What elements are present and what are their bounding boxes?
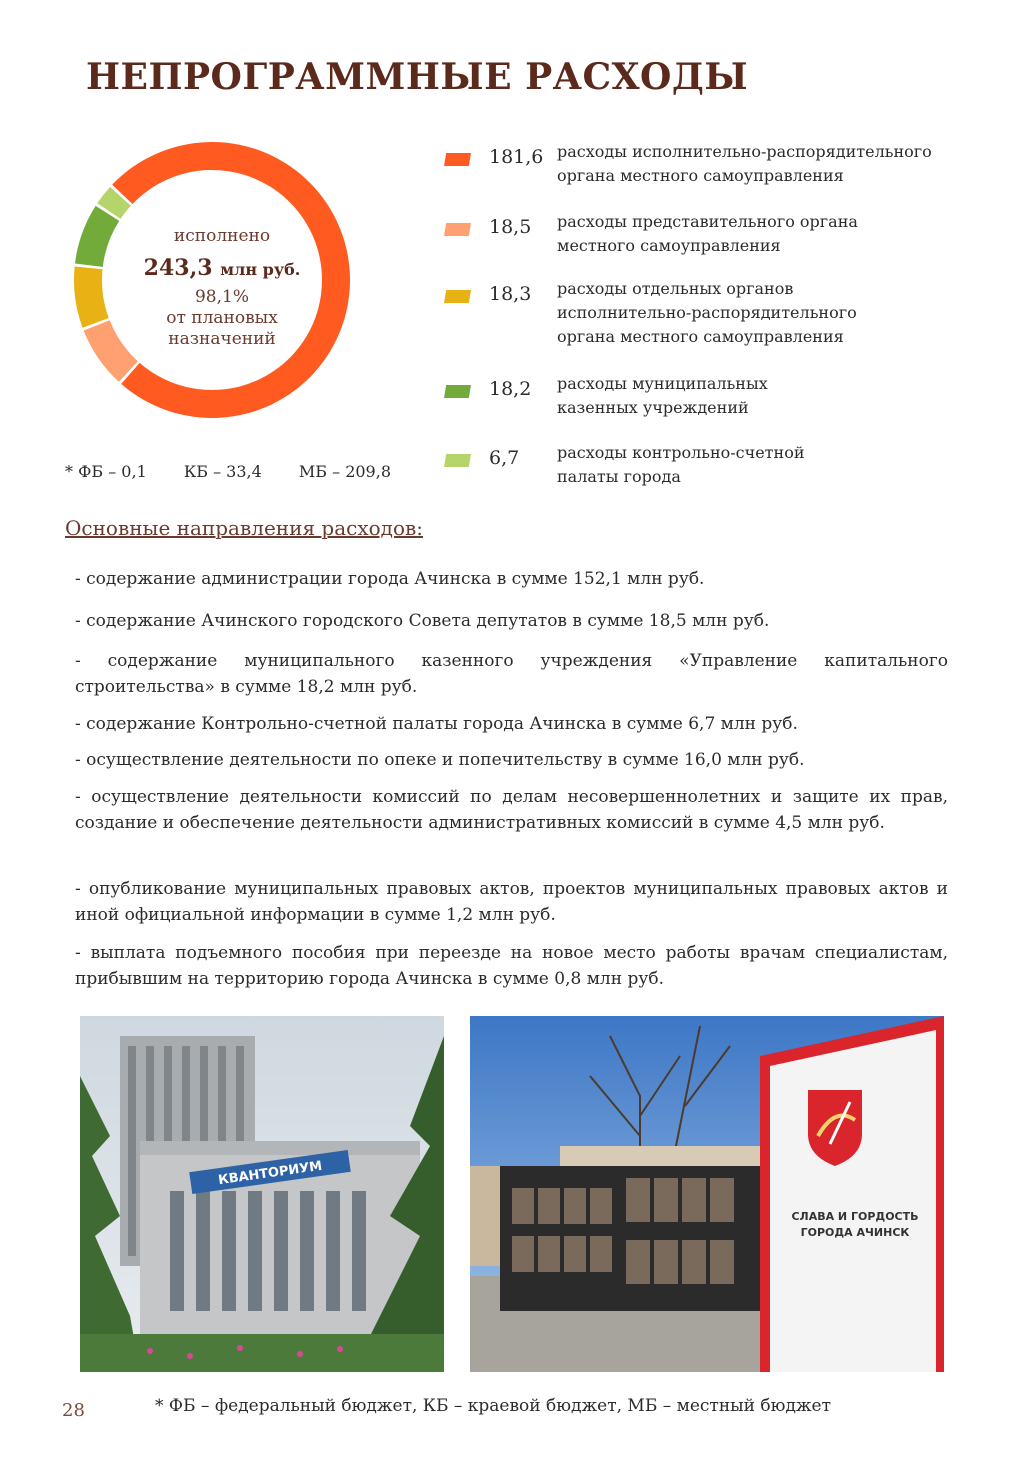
executed-total-unit: млн руб. <box>220 260 301 279</box>
legend-label <box>557 372 967 420</box>
building-photo <box>80 1016 444 1372</box>
legend-label-line: местного самоуправления <box>557 236 781 255</box>
executed-percent-text-1: от плановых <box>166 308 278 328</box>
page-number: 28 <box>62 1400 85 1421</box>
legend-label-line: органа местного самоуправления <box>557 166 844 185</box>
legend-swatch <box>444 290 471 303</box>
legend-swatch <box>444 223 471 236</box>
executed-label: исполнено <box>173 226 271 246</box>
direction-item: - содержание муниципального казенного учреждения «Управление капитального строительства» в сумме 18,2 млн руб. <box>75 651 948 697</box>
honor-board-photo <box>470 1016 944 1372</box>
legend-label-line: казенных учреждений <box>557 398 749 417</box>
legend-label-line: расходы отдельных органов <box>557 279 794 298</box>
budget-fb: * ФБ – 0,1 <box>65 462 147 481</box>
legend-swatch <box>444 454 471 467</box>
legend-label <box>557 277 967 349</box>
legend-value: 181,6 <box>489 146 544 168</box>
executed-total <box>122 253 322 285</box>
legend-swatch <box>444 153 471 166</box>
sign-line-2: ГОРОДА АЧИНСК <box>800 1226 910 1239</box>
donut-center-summary <box>122 226 322 350</box>
legend-label-line: расходы муниципальных <box>557 374 768 393</box>
sign-line-1: СЛАВА И ГОРДОСТЬ <box>791 1210 919 1223</box>
direction-item: - содержание Ачинского городского Совета депутатов в сумме 18,5 млн руб. <box>75 611 770 631</box>
page-title: НЕПРОГРАММНЫЕ РАСХОДЫ <box>86 56 749 98</box>
executed-total-value: 243,3 <box>143 255 213 281</box>
budget-kb: КБ – 33,4 <box>183 462 262 481</box>
legend-label <box>557 140 967 188</box>
legend-label <box>557 210 967 258</box>
direction-item: - осуществление деятельности по опеке и попечительству в сумме 16,0 млн руб. <box>75 750 805 770</box>
donut-slice <box>74 267 109 328</box>
section-heading: Основные направления расходов: <box>65 516 424 540</box>
legend-label-line: расходы исполнительно-распорядительного <box>557 142 932 161</box>
direction-item: - опубликование муниципальных правовых актов, проектов муниципальных правовых актов и иной официальной информации в сумме 1,2 млн руб. <box>75 879 948 925</box>
direction-item: - содержание Контрольно-счетной палаты города Ачинска в сумме 6,7 млн руб. <box>75 714 798 734</box>
direction-item: - осуществление деятельности комиссий по делам несовершеннолетних и защите их прав, создание и обеспечение деятельности административных комиссий в сумме 4,5 млн руб. <box>75 787 948 833</box>
legend-label-line: расходы представительного органа <box>557 212 858 231</box>
legend-value: 18,2 <box>489 378 532 400</box>
legend-swatch <box>444 385 471 398</box>
footnote: * ФБ – федеральный бюджет, КБ – краевой бюджет, МБ – местный бюджет <box>155 1396 832 1416</box>
budget-mb: МБ – 209,8 <box>298 462 391 481</box>
legend-value: 18,3 <box>489 283 532 305</box>
legend-label <box>557 441 967 489</box>
direction-item: - содержание администрации города Ачинска в сумме 152,1 млн руб. <box>75 569 705 589</box>
executed-percent: 98,1% <box>194 287 249 307</box>
direction-item: - выплата подъемного пособия при переезде на новое место работы врачам специалистам, прибывшим на территорию города Ачинска в сумме 0,8 млн руб. <box>75 943 948 989</box>
legend-value: 6,7 <box>489 447 520 469</box>
legend-label-line: органа местного самоуправления <box>557 327 844 346</box>
legend-label-line: расходы контрольно-счетной <box>557 443 805 462</box>
budget-split <box>65 462 423 481</box>
legend-value: 18,5 <box>489 216 532 238</box>
legend-label-line: исполнительно-распорядительного <box>557 303 857 322</box>
donut-slice <box>75 206 119 267</box>
facade-sign: КВАНТОРИУМ <box>217 1158 324 1189</box>
legend-label-line: палаты города <box>557 467 681 486</box>
executed-percent-text-2: назначений <box>168 329 276 349</box>
